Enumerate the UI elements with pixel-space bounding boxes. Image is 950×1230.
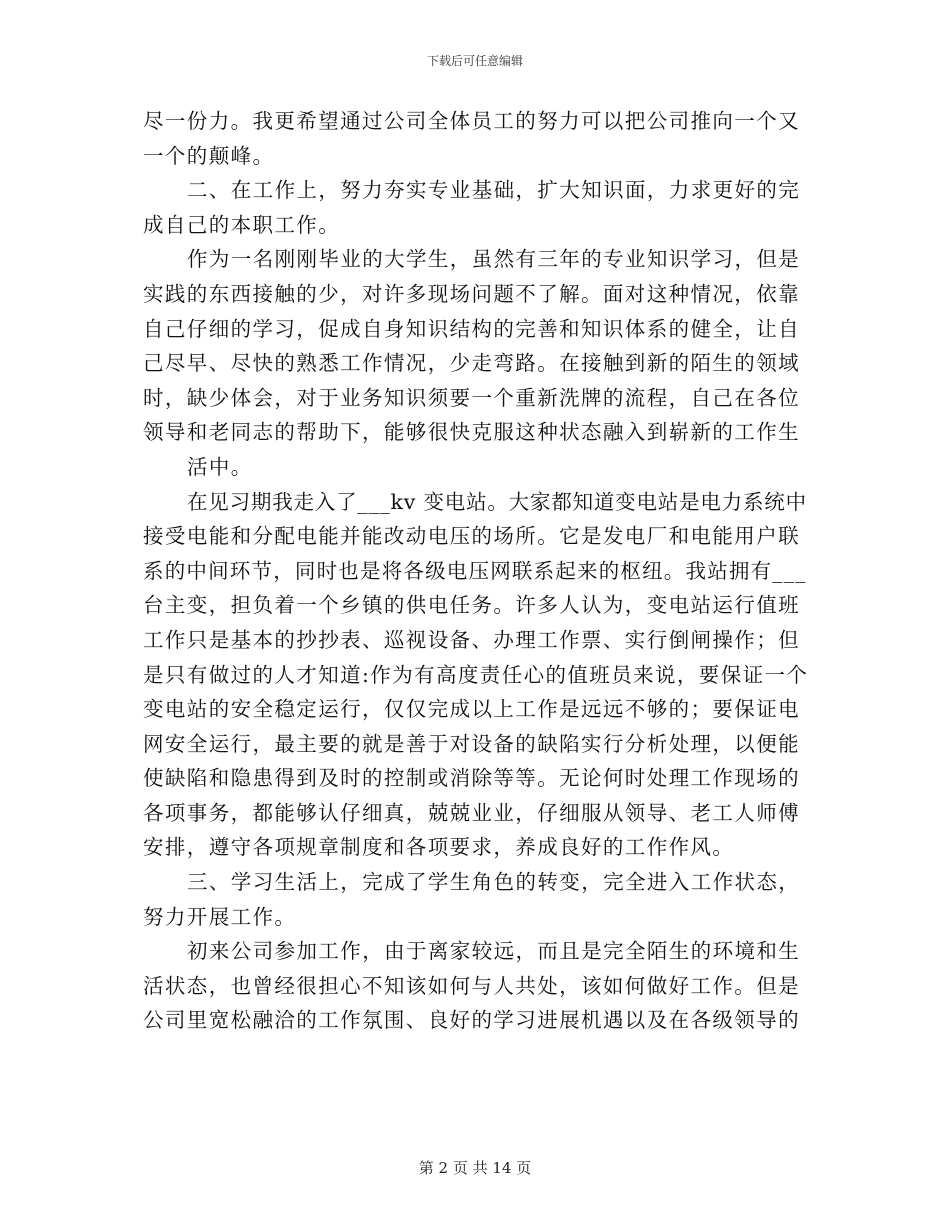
text-line: 活中。	[187, 454, 253, 479]
text-line: 一个的颠峰。	[143, 143, 275, 168]
text-line: 己尽早、尽快的熟悉工作情况，少走弯路。在接触到新的陌生的领域	[143, 351, 800, 376]
text-line: 是只有做过的人才知道:作为有高度责任心的值班员来说，要保证一个	[143, 662, 809, 687]
page-header: 下载后可任意编辑	[426, 54, 523, 68]
text-line: 三、学习生活上，完成了学生角色的转变，完全进入工作状态，	[187, 870, 801, 895]
text-line: 成自己的本职工作。	[143, 212, 341, 237]
text-line: 工作只是基本的抄抄表、巡视设备、办理工作票、实行倒闸操作；但	[143, 627, 800, 652]
page-number: 第 2 页 共 14 页	[418, 1159, 532, 1177]
text-line: 实践的东西接触的少，对许多现场问题不了解。面对这种情况，依靠	[143, 281, 800, 306]
text-line: 公司里宽松融洽的工作氛围、良好的学习进展机遇以及在各级领导的	[143, 1008, 800, 1033]
text-line: 作为一名刚刚毕业的大学生，虽然有三年的专业知识学习，但是	[187, 247, 801, 272]
text-line: 使缺陷和隐患得到及时的控制或消除等等。无论何时处理工作现场的	[143, 766, 800, 791]
document-body	[143, 104, 811, 1038]
text-line: 接受电能和分配电能并能改动电压的场所。它是发电厂和电能用户联	[143, 524, 800, 549]
text-line: 领导和老同志的帮助下，能够很快克服这种状态融入到崭新的工作生	[143, 420, 800, 445]
text-line: 努力开展工作。	[143, 904, 297, 929]
text-line: 二、在工作上，努力夯实专业基础，扩大知识面，力求更好的完	[187, 178, 801, 203]
text-line: 时，缺少体会，对于业务知识须要一个重新洗牌的流程，自己在各位	[143, 385, 800, 410]
text-line: 台主变，担负着一个乡镇的供电任务。许多人认为，变电站运行值班	[143, 593, 800, 618]
text-line: 系的中间环节，同时也是将各级电压网联系起来的枢纽。我站拥有___	[143, 558, 807, 583]
text-line: 安排，遵守各项规章制度和各项要求，养成良好的工作作风。	[143, 835, 735, 860]
text-line: 尽一份力。我更希望通过公司全体员工的努力可以把公司推向一个又	[143, 109, 800, 133]
text-line: 活状态，也曾经很担心不知该如何与人共处，该如何做好工作。但是	[143, 973, 800, 998]
text-line: 网安全运行，最主要的就是善于对设备的缺陷实行分析处理，以便能	[143, 731, 800, 756]
text-line: 自己仔细的学习，促成自身知识结构的完善和知识体系的健全，让自	[143, 316, 800, 341]
text-line: 各项事务，都能够认仔细真，兢兢业业，仔细服从领导、老工人师傅	[143, 800, 800, 825]
text-line: 在见习期我走入了___kv 变电站。大家都知道变电站是电力系统中	[187, 489, 807, 514]
text-line: 初来公司参加工作，由于离家较远，而且是完全陌生的环境和生	[187, 939, 801, 964]
text-line: 变电站的安全稳定运行，仅仅完成以上工作是远远不够的；要保证电	[143, 697, 800, 722]
